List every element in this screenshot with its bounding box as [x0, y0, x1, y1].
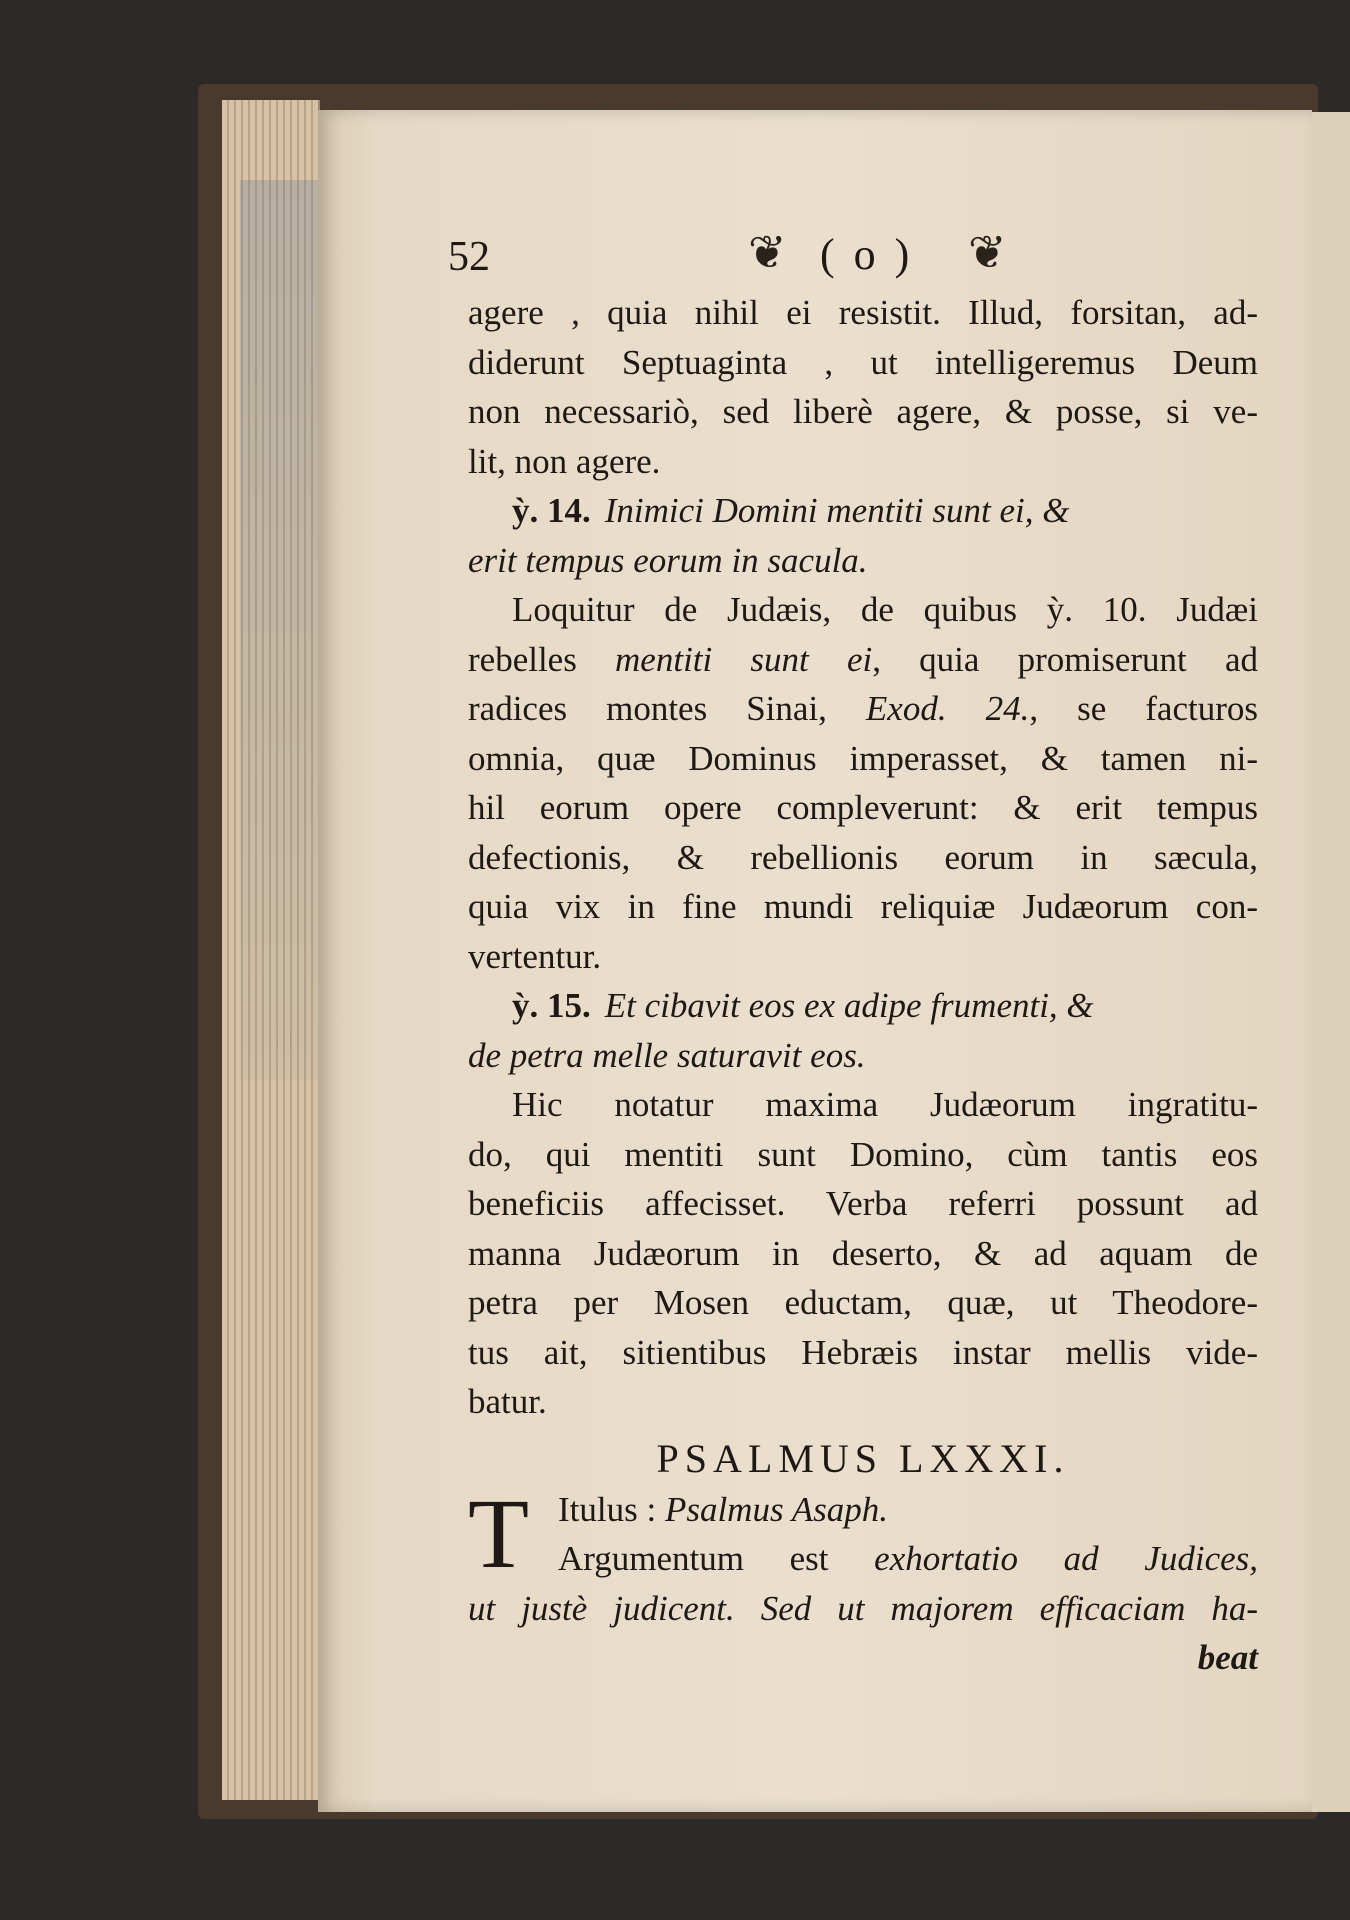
fleuron-right-icon: ❦ [968, 227, 1007, 278]
book-page [318, 110, 1312, 1812]
text-line: quia vix in fine mundi reliquiæ Judæorum con- [468, 887, 1258, 926]
text-line: ut justè judicent. Sed ut majorem efficaciam ha- [468, 1588, 1258, 1628]
verse-14-line [468, 486, 1258, 536]
text-line [468, 684, 1258, 734]
text-line: do, qui mentiti sunt Domino, cùm tantis eos [468, 1134, 1258, 1174]
verse-marker: ỳ. 15. [512, 986, 591, 1025]
page-edges-tint [240, 180, 330, 1080]
verse-marker: ỳ. 14. [512, 491, 591, 530]
verse-15-line [468, 981, 1258, 1031]
text-span-italic: Psalmus Asaph. [664, 1489, 888, 1529]
text-line: tus ait, sitientibus Hebræis instar mellis vide- [468, 1332, 1258, 1372]
text-span: , se facturos [1029, 689, 1258, 728]
page-number: 52 [448, 234, 490, 280]
fleuron-left-icon: ❦ [748, 227, 787, 278]
text-line: Loquitur de Judæis, de quibus ỳ. 10. Judæi [512, 590, 1258, 629]
facing-page-sliver [1310, 112, 1350, 1812]
text-span-italic: Exod. 24. [865, 689, 1030, 728]
text-line: Hic notatur maxima Judæorum ingratitu- [512, 1085, 1258, 1124]
text-span-italic: mentiti sunt ei [615, 639, 873, 679]
text-span: , quia promiserunt ad [872, 639, 1259, 679]
text-line: petra per Mosen eductam, quæ, ut Theodore- [468, 1283, 1258, 1322]
text-line: lit, non agere. [468, 441, 661, 481]
text-line [468, 635, 1258, 685]
argument-line [468, 1534, 1258, 1584]
psalm-heading: PSALMUS LXXXI. [656, 1435, 1070, 1481]
text-line: agere , quia nihil ei resistit. Illud, forsitan, ad- [468, 293, 1258, 332]
text-line: non necessariò, sed liberè agere, & posse, si ve- [468, 392, 1258, 431]
text-line: manna Judæorum in deserto, & ad aquam de [468, 1233, 1258, 1273]
verse-text: de petra melle saturavit eos. [468, 1035, 866, 1075]
verse-text: Et cibavit eos ex adipe frumenti, & [604, 986, 1094, 1025]
text-line: batur. [468, 1382, 547, 1421]
text-span: Itulus : [558, 1489, 665, 1529]
text-line: beneficiis affecisset. Verba referri possunt ad [468, 1184, 1258, 1223]
text-line: omnia, quæ Dominus imperasset, & tamen ni- [468, 738, 1258, 778]
catchword: beat [1197, 1638, 1258, 1677]
text-line: defectionis, & rebellionis eorum in sæcula, [468, 837, 1258, 877]
text-span: radices montes Sinai, [468, 689, 866, 728]
text-span: rebelles [468, 639, 616, 679]
verse-text: Inimici Domini mentiti sunt ei, & [604, 491, 1070, 530]
verse-text: erit tempus eorum in sacula. [468, 540, 868, 580]
text-line: vertentur. [468, 936, 602, 976]
text-span-italic: exhortatio ad Judices, [874, 1539, 1259, 1578]
page-header [448, 225, 1228, 285]
drop-cap: T [468, 1477, 530, 1589]
header-center-mark: ( o ) [820, 230, 914, 279]
text-span: Argumentum est [558, 1539, 875, 1578]
body-text [468, 288, 1258, 1683]
text-line: diderunt Septuaginta , ut intelligeremus Deum [468, 342, 1258, 382]
text-line: hil eorum opere compleverunt: & erit tempus [468, 788, 1258, 827]
